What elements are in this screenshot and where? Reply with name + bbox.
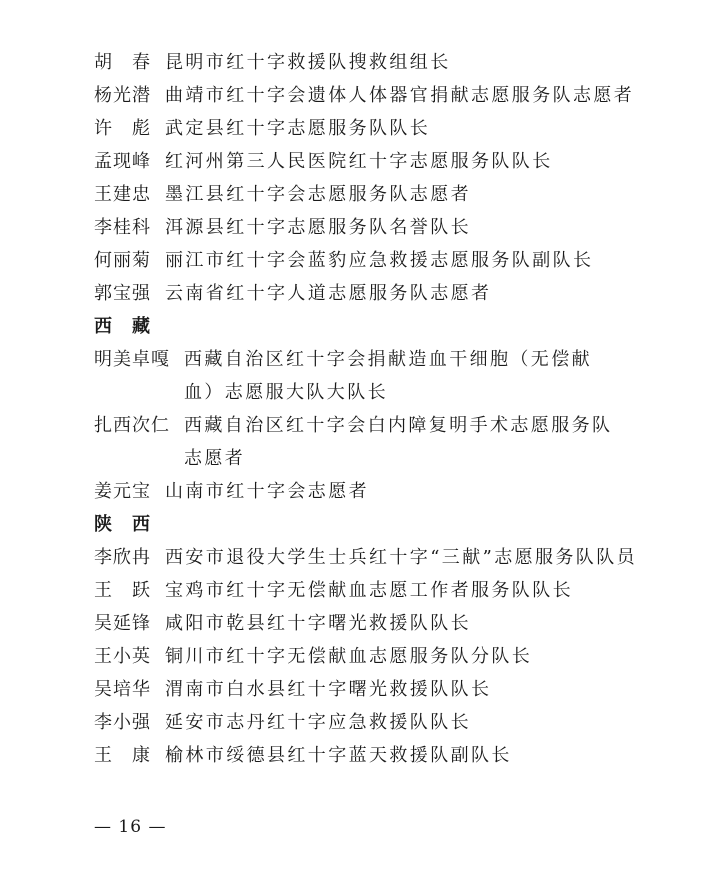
person-title: 延安市志丹红十字应急救援队队长	[165, 712, 471, 733]
list-item	[94, 673, 694, 706]
person-title: 丽江市红十字会蓝豹应急救援志愿服务队副队长	[165, 250, 594, 271]
list-item	[94, 79, 694, 112]
list-item	[94, 640, 694, 673]
person-title: 榆林市绥德县红十字蓝天救援队副队长	[165, 745, 512, 766]
person-title: 铜川市红十字无偿献血志愿服务队分队长	[165, 646, 533, 667]
list-item	[94, 607, 694, 640]
person-title: 红河州第三人民医院红十字志愿服务队队长	[165, 151, 553, 172]
person-title: 武定县红十字志愿服务队队长	[165, 118, 431, 139]
person-title: 西藏自治区红十字会白内障复明手术志愿服务队志愿者	[184, 415, 613, 469]
person-name: 吴延锋	[94, 613, 151, 634]
list-item	[94, 46, 694, 79]
person-name: 李桂科	[94, 217, 151, 238]
person-name: 李小强	[94, 712, 151, 733]
person-title: 墨江县红十字会志愿服务队志愿者	[165, 184, 471, 205]
person-name: 明美卓嘎	[94, 349, 170, 370]
person-title: 宝鸡市红十字无偿献血志愿工作者服务队队长	[165, 580, 573, 601]
list-item	[94, 277, 694, 310]
person-name: 王 跃	[94, 580, 151, 601]
list-item	[94, 475, 694, 508]
list-item	[94, 178, 694, 211]
person-name: 扎西次仁	[94, 415, 170, 436]
person-title: 西安市退役大学生士兵红十字“三献”志愿服务队队员	[165, 547, 638, 568]
person-name: 王建忠	[94, 184, 151, 205]
honoree-list	[94, 46, 694, 772]
list-item	[94, 541, 694, 574]
person-name: 王小英	[94, 646, 151, 667]
person-name: 郭宝强	[94, 283, 151, 304]
list-item	[94, 244, 694, 277]
person-name: 孟现峰	[94, 151, 151, 172]
person-title: 曲靖市红十字会遗体人体器官捐献志愿服务队志愿者	[165, 85, 635, 106]
person-name: 许 彪	[94, 118, 151, 139]
list-item	[94, 409, 694, 475]
person-title: 咸阳市乾县红十字曙光救援队队长	[165, 613, 471, 634]
list-item	[94, 343, 694, 409]
person-title: 洱源县红十字志愿服务队名誉队长	[165, 217, 471, 238]
list-item	[94, 145, 694, 178]
region-heading-xizang: 西 藏	[94, 316, 151, 337]
person-name: 吴培华	[94, 679, 151, 700]
list-item	[94, 706, 694, 739]
person-title: 昆明市红十字救援队搜救组组长	[165, 52, 451, 73]
person-name: 杨光潜	[94, 85, 151, 106]
person-title: 云南省红十字人道志愿服务队志愿者	[165, 283, 492, 304]
person-name: 姜元宝	[94, 481, 151, 502]
person-title: 山南市红十字会志愿者	[165, 481, 369, 502]
page-number: — 16 —	[94, 817, 167, 837]
person-name: 王 康	[94, 745, 151, 766]
region-heading-shaanxi: 陕 西	[94, 514, 151, 535]
list-item	[94, 574, 694, 607]
person-name: 李欣冉	[94, 547, 151, 568]
list-item	[94, 211, 694, 244]
person-title: 渭南市白水县红十字曙光救援队队长	[165, 679, 492, 700]
list-item	[94, 739, 694, 772]
person-title: 西藏自治区红十字会捐献造血干细胞（无偿献血）志愿服大队大队长	[184, 349, 592, 403]
person-name: 胡 春	[94, 52, 151, 73]
person-name: 何丽菊	[94, 250, 151, 271]
list-item	[94, 112, 694, 145]
